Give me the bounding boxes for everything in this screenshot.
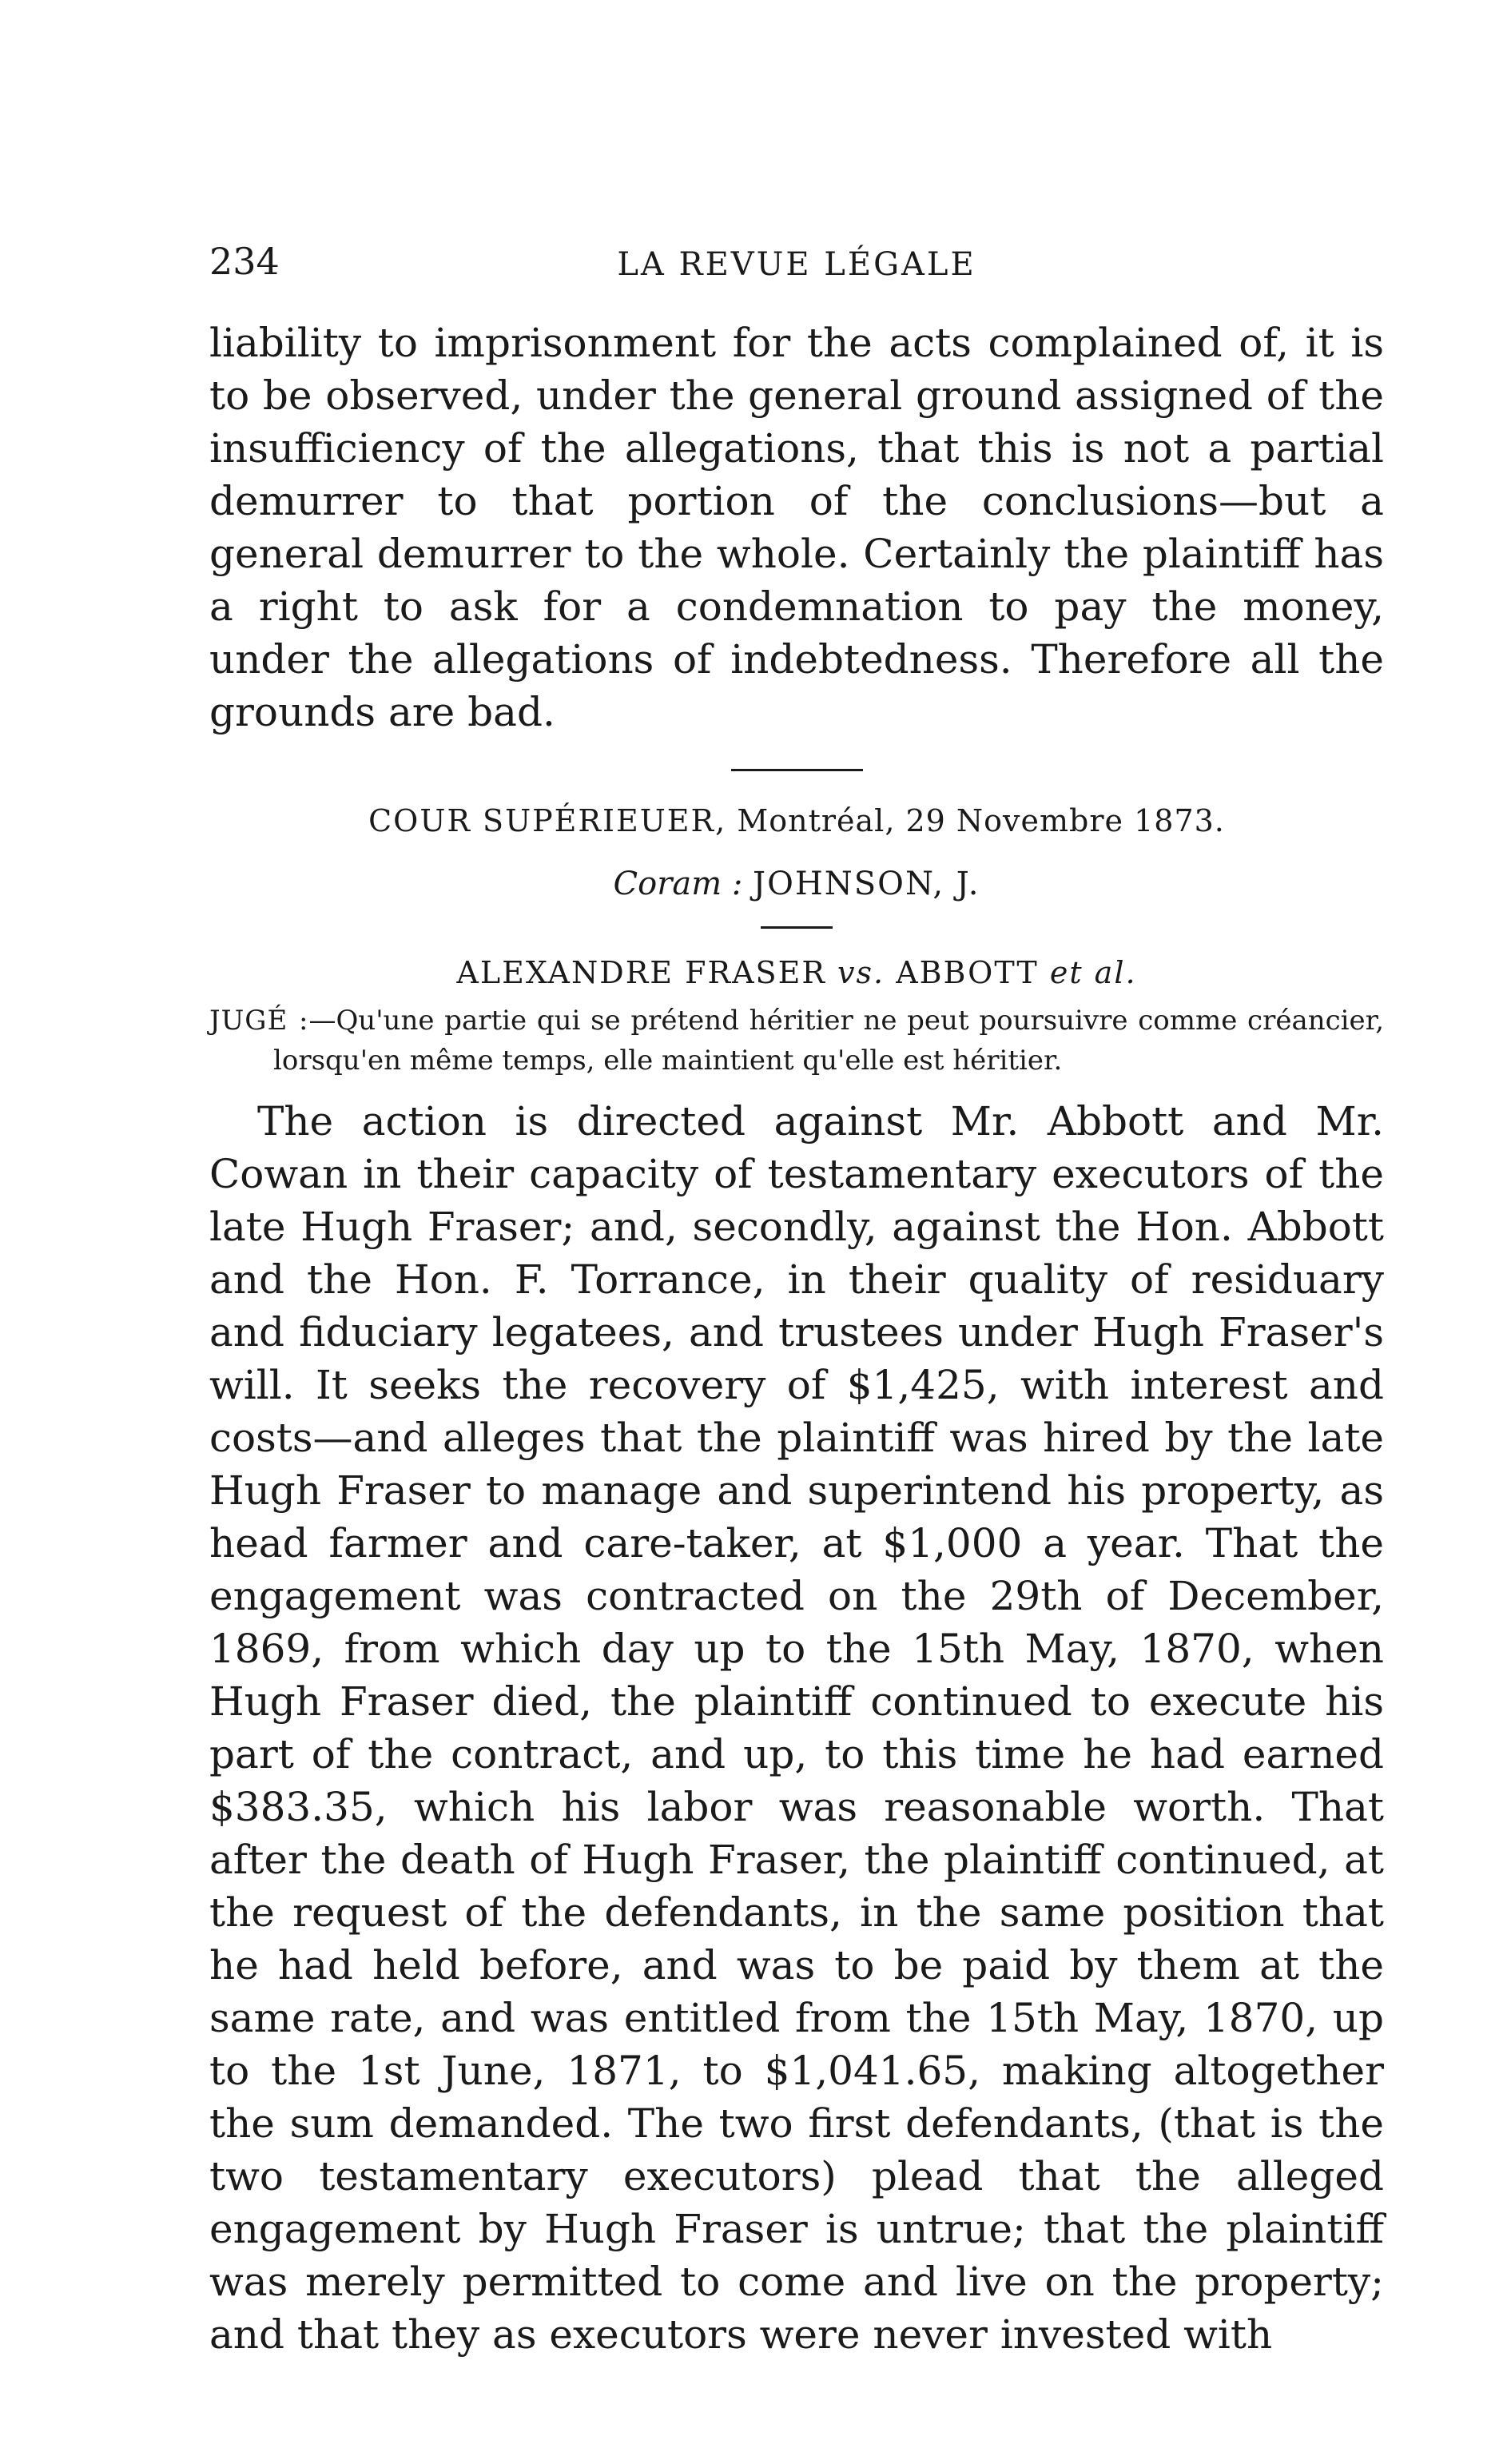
versus-label: vs. [837,955,885,990]
headnote [209,1001,1384,1081]
plaintiff-name: ALEXANDRE FRASER [456,955,826,990]
case-divider [761,926,833,929]
case-parties [209,953,1384,993]
court-line [209,802,1384,840]
running-header [209,240,1384,288]
et-al-label: et al. [1049,955,1137,990]
judge-name: JOHNSON, J. [753,866,980,902]
coram-line [209,864,1384,904]
body-paragraph: The action is directed against Mr. Abbott and Mr. Cowan in their capacity of testamentary executors of the late Hugh Fraser; and, secondly, against the Hon. Abbott and the Hon. F. Torrance, in their quality of residuary and fiduciary legatees, and trustees under Hugh Fraser's will. It seeks the recovery of $1,425, with interest and costs—and alleges that the plaintiff was hired by the late Hugh Fraser to manage and superintend his property, as head farmer and care-taker, at $1,000 a year. That the engagement was contracted on the 29th of December, 1869, from which day up to the 15th May, 1870, when Hugh Fraser died, the plaintiff continued to execute his part of the contract, and up, to this time he had earned $383.35, which his labor was reasonable worth. That after the death of Hugh Fraser, the plaintiff continued, at the request of the defendants, in the same position that he had held before, and was to be paid by them at the same rate, and was entitled from the 15th May, 1870, up to the 1st June, 1871, to $1,041.65, making altogether the sum demanded. The two first defendants, (that is the two testamentary executors) plead that the alleged engagement by Hugh Fraser is untrue; that the plaintiff was merely permitted to come and live on the property; and that they as executors were never invested with [209,1098,1384,2358]
page-number: 234 [209,240,280,283]
journal-title: LA REVUE LÉGALE [617,246,976,283]
headnote-text: —Qu'une partie qui se prétend héritier ne peut poursuivre comme créancier, lorsqu'en même temps, elle maintient qu'elle est héritier. [273,1005,1385,1077]
section-divider [731,769,863,771]
court-name: COUR SUPÉRIEUER, [368,803,727,838]
coram-label: Coram : [613,866,743,902]
document-page [209,240,1384,2361]
defendant-name: ABBOTT [896,955,1039,990]
headnote-label: JUGÉ : [209,1005,309,1037]
opening-paragraph: liability to imprisonment for the acts complained of, it is to be observed, under the general ground assigned of the insufficiency of the allegations, that this is not a partial demurrer to that portion of the conclusions—but a general demurrer to the whole. Certainly the plaintiff has a right to ask for a condemnation to pay the money, under the allegations of indebtedness. Therefore all the grounds are bad. [209,320,1384,735]
court-place-date: Montréal, 29 Novembre 1873. [737,803,1225,838]
